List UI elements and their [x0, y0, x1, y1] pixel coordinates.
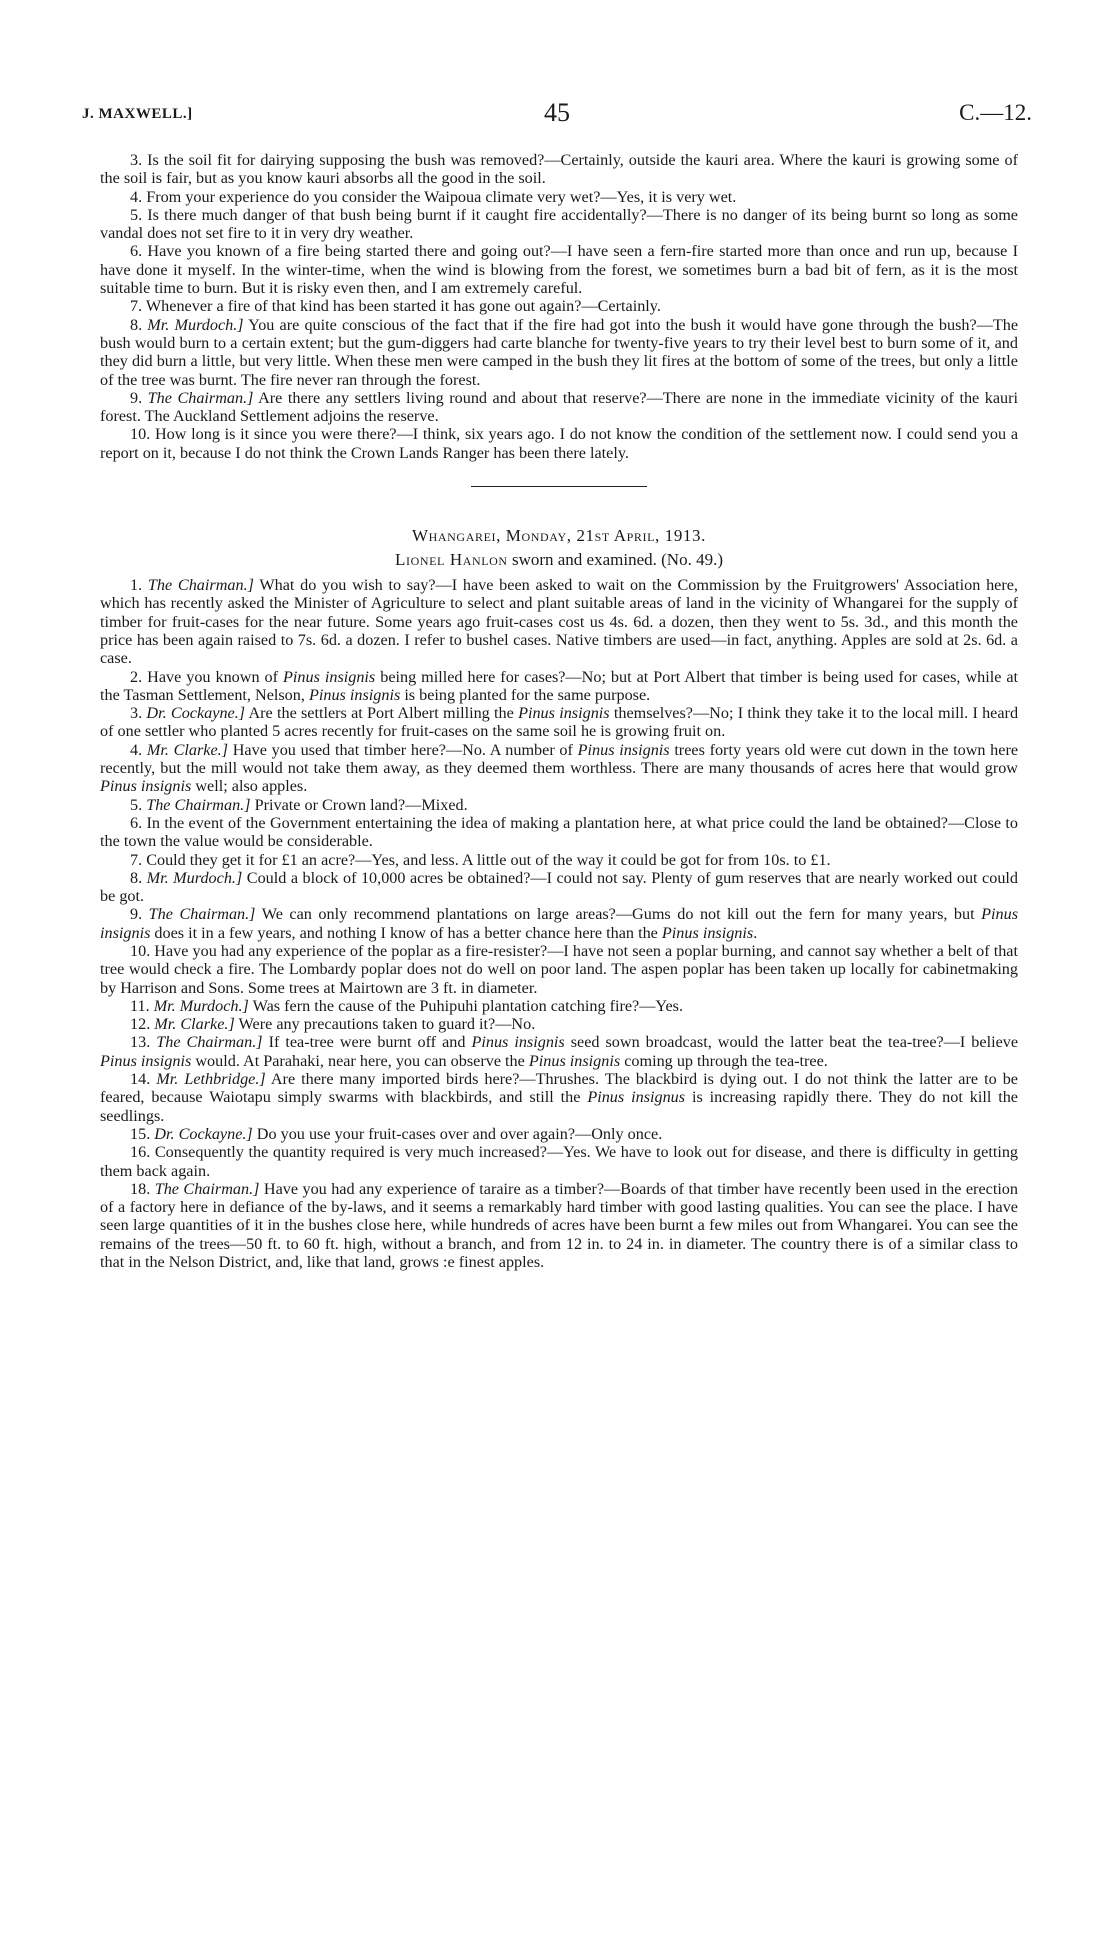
- paragraph: 9. The Chairman.] Are there any settlers living round and about that reserve?—There are none in the immediate vicinity of the kauri forest. The Auckland Settlement adjoins the reserve.: [100, 388, 1019, 426]
- paragraph: 8. Mr. Murdoch.] Could a block of 10,000 acres be obtained?—I could not say. Plenty of gum reserves that are nearly worked out could be got.: [100, 868, 1019, 906]
- paragraph: 5. The Chairman.] Private or Crown land?—Mixed.: [130, 795, 468, 814]
- paragraph: 5. Is there much danger of that bush being burnt if it caught fire accidentally?—There is no danger of its being burnt so long as some vandal does not set fire to it in very dry weather.: [100, 205, 1018, 243]
- paragraph: 6. Have you known of a fire being started there and going out?—I have seen a fern-fire started more than once and run up, because I have done it myself. In the winter-time, when the wind is blowing from the forest, we sometimes burn a bad bit of fern, as it is the most suitable time to burn. But it is risky even then, and I am extremely careful.: [100, 242, 1018, 298]
- document-body: [100, 151, 1018, 1271]
- paragraph: 4. From your experience do you consider the Waipoua climate very wet?—Yes, it is very wet.: [130, 187, 737, 206]
- paragraph: 2. Have you known of Pinus insignis being milled here for cases?—No; but at Port Albert that timber is being used for cases, while at the Tasman Settlement, Nelson, Pinus insignis is being planted for the same purpose.: [100, 667, 1019, 704]
- paragraph: 3. Dr. Cockayne.] Are the settlers at Port Albert milling the Pinus insignis themselves?—No; I think they take it to the local mill. I heard of one settler who planted 5 acres recently for fruit-cases on the same soil he is growing fruit on.: [100, 704, 1019, 741]
- paragraph: 4. Mr. Clarke.] Have you used that timber here?—No. A number of Pinus insignis trees forty years old were cut down in the town here recently, but the mill would not take them away, as they deemed them worthless. There are many thousands of acres here that would grow Pinus insignis well; also apples.: [100, 740, 1019, 796]
- paragraph: 8. Mr. Murdoch.] You are quite conscious of the fact that if the fire had got into the bush it would have gone through the bush?—The bush would burn to a certain extent; but the gum-diggers had carte blanche for twenty-five years to try their level best to burn some of it, and they did burn a little, but very little. When these men were camped in the bush they lit fires at the bottom of some of the trees, but only a little of the tree was burnt. The fire never ran through the forest.: [100, 315, 1019, 389]
- paragraph: 6. In the event of the Government entertaining the idea of making a plantation here, at what price could the land be obtained?—Close to the town the value would be considerable.: [100, 813, 1019, 851]
- paragraph: 12. Mr. Clarke.] Were any precautions taken to guard it?—No.: [130, 1015, 536, 1034]
- page-number: 45: [544, 98, 570, 127]
- paragraph: 18. The Chairman.] Have you had any experience of taraire as a timber?—Boards of that timber have recently been used in the erection of a factory here in defiance of the by-laws, and it seems a remarkably hard timber with good lasting qualities. You can see the place. I have seen large quantities of it in the bushes close here, while hundreds of acres have been burnt a few miles out from Whangarei. You can see the remains of the trees—50 ft. to 60 ft. high, without a branch, and from 12 in. to 24 in. in diameter. The country there is of a similar class to that in the Nelson District, and, like that land, grows :e finest apples.: [100, 1179, 1018, 1272]
- paragraph: 7. Whenever a fire of that kind has been started it has gone out again?—Certainly.: [130, 297, 661, 316]
- paragraph: 14. Mr. Lethbridge.] Are there many imported birds here?—Thrushes. The blackbird is dying out. I do not think the latter are to be feared, because Waiotapu simply swarms with blackbirds, and still the Pinus insignus is increasing rapidly there. They do not kill the seedlings.: [100, 1070, 1018, 1125]
- speaker: The Chairman.]: [147, 388, 254, 407]
- paragraph: 9. The Chairman.] We can only recommend plantations on large areas?—Gums do not kill out the fern for many years, but Pinus insignis does it in a few years, and nothing I know of has a better chance here than the Pinus insignis.: [100, 905, 1019, 942]
- witness-heading: Lionel Hanlon sworn and examined. (No. 49.): [395, 550, 723, 570]
- hearing-date-heading: Whangarei, Monday, 21st April, 1913.: [411, 526, 706, 546]
- paragraph: 1. The Chairman.] What do you wish to say?—I have been asked to wait on the Commission by the Fruitgrowers' Association here, which has recently asked the Minister of Agriculture to select and plant suitable areas of land in the vicinity of Whangarei for the supply of timber for fruit-cases for the near future. Some years ago fruit-cases cost us 4s. 6d. a dozen, then they went to 5s. 3d., and this month the price has been again raised to 7s. 6d. a dozen. I refer to bushel cases. Native timbers are used—in fact, anything. Apples are sold at 2s. 6d. a case.: [100, 576, 1018, 668]
- paragraph: 11. Mr. Murdoch.] Was fern the cause of the Puhipuhi plantation catching fire?—Yes.: [130, 996, 684, 1015]
- paragraph: 10. Have you had any experience of the poplar as a fire-resister?—I have not seen a poplar burning, and cannot say whether a belt of that tree would check a fire. The Lombardy poplar does not do well on poor land. The aspen poplar has been taken up locally for cabinetmaking by Harrison and Sons. Some trees at Mairtown are 3 ft. in diameter.: [100, 941, 1018, 997]
- paragraph: 7. Could they get it for £1 an acre?—Yes, and less. A little out of the way it could be got for from 10s. to £1.: [130, 850, 831, 869]
- paragraph: 13. The Chairman.] If tea-tree were burnt off and Pinus insignis seed sown broadcast, would the latter beat the tea-tree?—I believe Pinus insignis would. At Parahaki, near here, you can observe the Pinus insignis coming up through the tea-tree.: [100, 1033, 1019, 1070]
- page-header: [82, 98, 1032, 132]
- header-witness-name: J. MAXWELL.]: [82, 106, 193, 122]
- paragraph: 16. Consequently the quantity required is very much increased?—Yes. We have to look out for disease, and there is difficulty in getting them back again.: [100, 1143, 1019, 1180]
- paragraph: 3. Is the soil fit for dairying supposing the bush was removed?—Certainly, outside the kauri area. Where the kauri is growing some of the soil is fair, but as you know kauri absorbs all the good in the soil.: [100, 151, 1018, 188]
- speaker: Mr. Murdoch.]: [147, 315, 244, 334]
- document-reference: C.—12.: [959, 100, 1032, 125]
- paragraph: 15. Dr. Cockayne.] Do you use your fruit-cases over and over again?—Only once.: [130, 1124, 663, 1143]
- paragraph: 10. How long is it since you were there?—I think, six years ago. I do not know the condition of the settlement now. I could send you a report on it, because I do not think the Crown Lands Ranger has been there lately.: [100, 425, 1019, 462]
- section-divider: [471, 486, 647, 487]
